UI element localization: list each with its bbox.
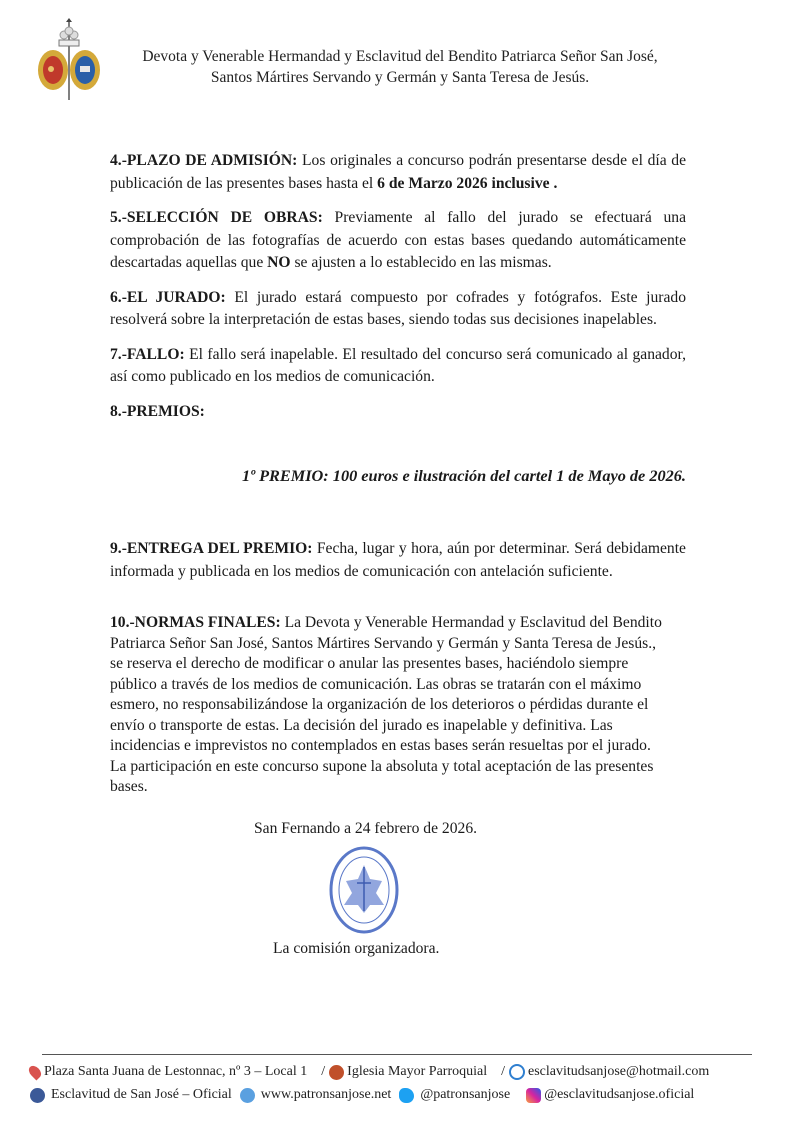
section-6-heading: 6.-EL JURADO: <box>110 288 226 306</box>
footer-address: Plaza Santa Juana de Lestonnac, nº 3 – Local 1 <box>44 1064 308 1079</box>
section-5-heading: 5.-SELECCIÓN DE OBRAS: <box>110 209 323 226</box>
footer-instagram[interactable]: @esclavitudsanjose.oficial <box>544 1087 695 1102</box>
section-10-line-9: bases. <box>110 778 148 795</box>
first-prize: 1º PREMIO: 100 euros e ilustración del cartel 1 de Mayo de 2026. <box>241 466 686 485</box>
footer-email[interactable]: esclavitudsanjose@hotmail.com <box>528 1064 710 1079</box>
section-6-text: El jurado estará compuesto por cofrades y fotógrafos. Este jurado resolverá sobre la interpretación de estas bases, siendo todas sus decisiones inapelables. <box>110 288 686 328</box>
instagram-icon <box>526 1088 541 1103</box>
section-5-text: Previamente al fallo del jurado se efectuará una comprobación de las fotografías de acuerdo con estas bases quedando automáticamente descartadas aquellas que <box>110 209 686 271</box>
footer-facebook[interactable]: Esclavitud de San José – Oficial <box>51 1087 232 1102</box>
section-10-line-7: incidencias e imprevistos no contemplados en estas bases serán resueltas por el jurado. <box>110 737 651 754</box>
church-icon <box>329 1065 344 1080</box>
section-10-heading: 10.-NORMAS FINALES: <box>110 614 281 631</box>
section-10-line-2: Patriarca Señor San José, Santos Mártires Servando y Germán y Santa Teresa de Jesús., <box>110 634 657 652</box>
section-4-admission-deadline <box>110 150 686 195</box>
globe-icon <box>240 1088 255 1103</box>
organizing-committee-signature: La comisión organizadora. <box>273 940 440 957</box>
facebook-icon <box>30 1088 45 1103</box>
footer-contact-row <box>30 1064 709 1080</box>
section-5-no-emphasis: NO <box>267 254 291 271</box>
section-8-prizes <box>110 401 686 424</box>
location-pin-icon <box>27 1064 44 1081</box>
section-10-final-rules <box>110 613 690 798</box>
footer-separator: / <box>501 1064 506 1079</box>
rules-body <box>110 150 686 435</box>
section-10-line-5: esmero, no responsabilizándose la organización de los deterioros o pérdidas durante el <box>110 696 649 713</box>
mail-icon <box>509 1064 525 1080</box>
rules-body-2 <box>110 538 686 595</box>
section-10-line-4: público a través de los medios de comunicación. Las obras se tratarán con el máximo <box>110 675 642 693</box>
header-title-line-2: Santos Mártires Servando y Germán y Santa Teresa de Jesús. <box>210 69 590 86</box>
section-9-heading: 9.-ENTREGA DEL PREMIO: <box>110 540 313 557</box>
section-7-heading: 7.-FALLO: <box>110 345 185 363</box>
section-4-deadline-date: 6 de Marzo 2026 inclusive . <box>377 174 558 192</box>
twitter-icon <box>399 1088 414 1103</box>
section-4-heading: 4.-PLAZO DE ADMISIÓN: <box>110 152 298 169</box>
section-9-text: Fecha, lugar y hora, aún por determinar. Será debidamente informada y publicada en los medios de comunicación con antelación suficiente. <box>110 540 686 580</box>
section-5-text-end: se ajusten a lo establecido en las mismas. <box>290 254 552 271</box>
footer-twitter[interactable]: @patronsanjose <box>420 1087 511 1102</box>
section-4-text: Los originales a concurso podrán presentarse desde el día de publicación de las presentes bases hasta el <box>110 152 686 192</box>
footer-social-row <box>30 1087 694 1103</box>
section-10-line-3: se reserva el derecho de modificar o anular las presentes bases, haciéndolo siempre <box>110 655 629 672</box>
footer-church: Iglesia Mayor Parroquial <box>347 1064 488 1079</box>
footer-website[interactable]: www.patronsanjose.net <box>260 1087 392 1102</box>
section-8-heading: 8.-PREMIOS: <box>110 402 205 420</box>
section-7-ruling <box>110 344 686 389</box>
section-10-line-8: La participación en este concurso supone la absoluta y total aceptación de las presentes <box>110 757 654 775</box>
footer-divider <box>42 1054 752 1055</box>
official-seal-stamp <box>328 845 400 935</box>
section-10-line <box>110 613 690 634</box>
section-5-selection <box>110 207 686 275</box>
place-and-date: San Fernando a 24 febrero de 2026. <box>254 820 478 837</box>
document-header <box>0 0 800 110</box>
section-7-text: El fallo será inapelable. El resultado del concurso será comunicado al ganador, así como publicado en los medios de comunicación. <box>110 345 686 385</box>
brotherhood-crest-logo <box>33 18 105 102</box>
section-6-jury <box>110 287 686 332</box>
footer-separator: / <box>321 1064 326 1079</box>
section-10-line-6: envío o transporte de estas. La decisión del jurado es inapelable y definitiva. Las <box>110 716 613 734</box>
header-title-line-1: Devota y Venerable Hermandad y Esclavitud del Bendito Patriarca Señor San José, <box>142 48 658 65</box>
brotherhood-name <box>120 46 680 88</box>
section-9-prize-delivery <box>110 538 686 583</box>
section-10-line-1: La Devota y Venerable Hermandad y Esclavitud del Bendito <box>280 614 662 631</box>
